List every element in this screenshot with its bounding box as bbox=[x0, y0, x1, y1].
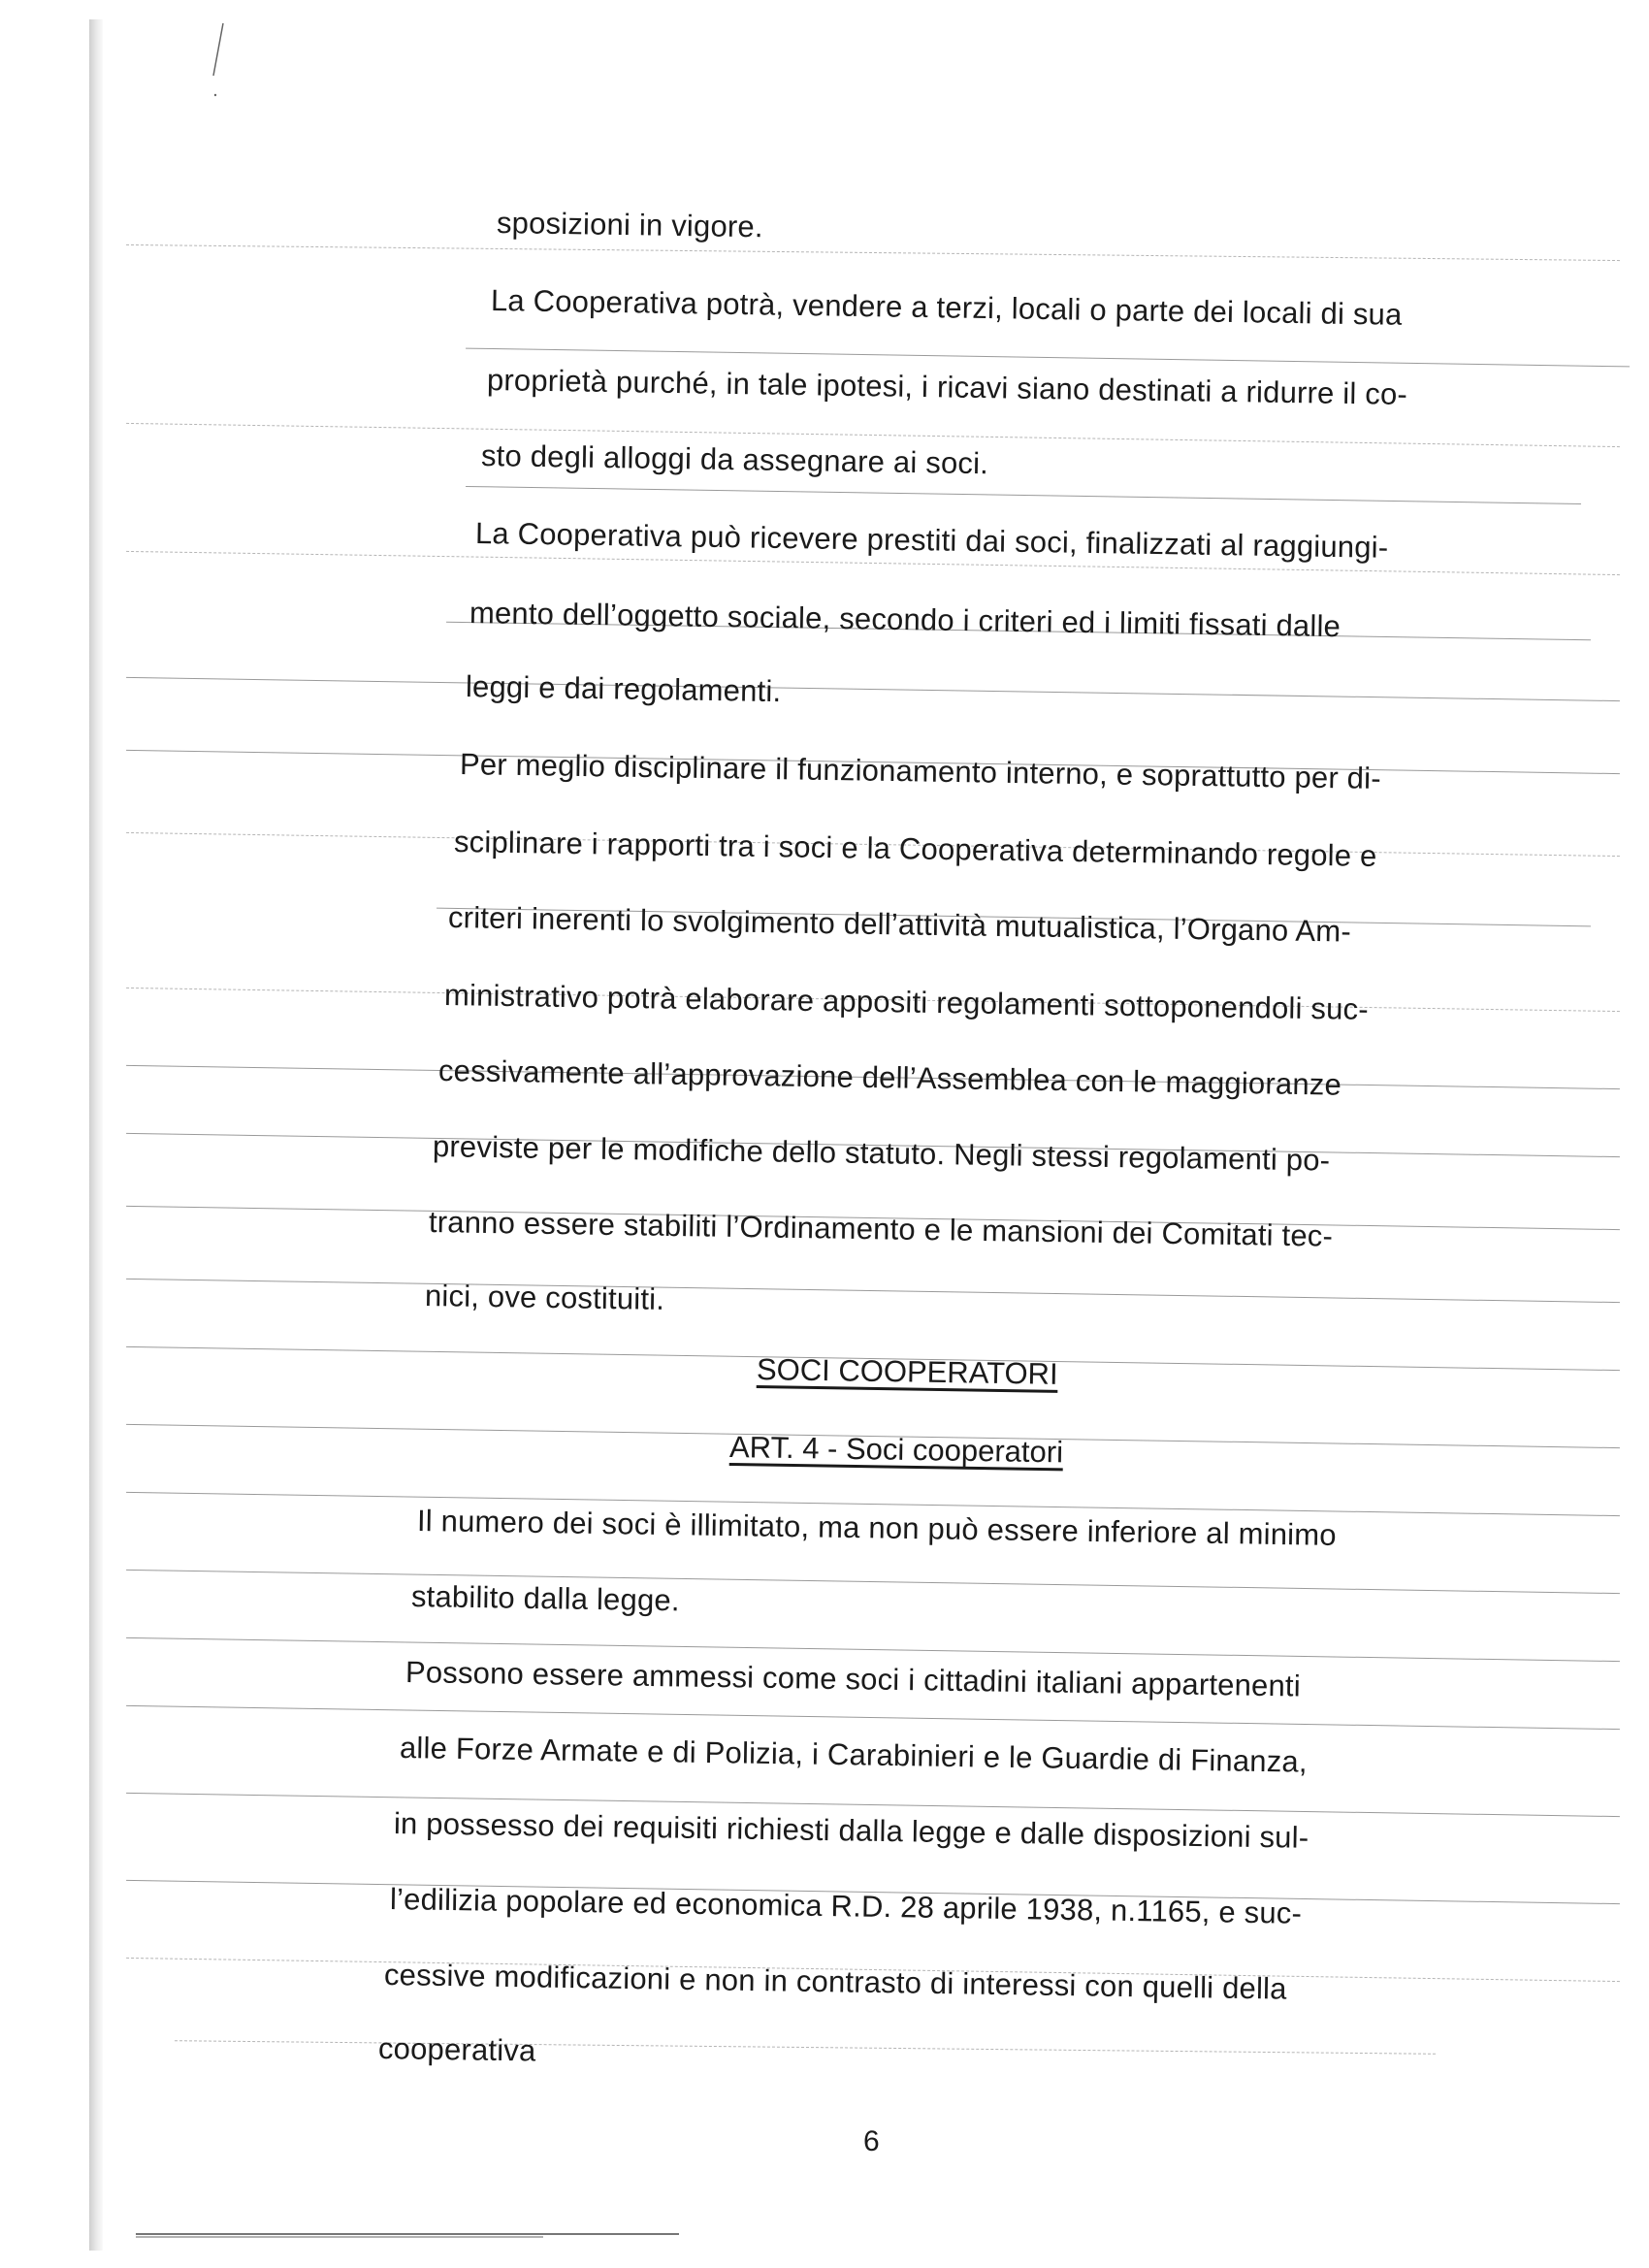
text-line: ministrativo potrà elaborare appositi regolamenti sottoponendoli suc- bbox=[443, 978, 1370, 1026]
text-line: cessivamente all’approvazione dell’Assemblea con le maggioranze bbox=[437, 1053, 1342, 1102]
article-text-line: stabilito dalla legge. bbox=[410, 1579, 680, 1618]
article-text-line: cooperativa bbox=[377, 2031, 536, 2068]
article-text-line: alle Forze Armate e di Polizia, i Carabinieri e le Guardie di Finanza, bbox=[399, 1731, 1308, 1779]
footer-rule-marks bbox=[136, 2231, 679, 2239]
text-line: criteri inerenti lo svolgimento dell’attività mutualistica, l’Organo Am- bbox=[447, 900, 1352, 949]
text-line: sposizioni in vigore. bbox=[496, 206, 763, 244]
text-line: nici, ove costituiti. bbox=[424, 1279, 665, 1316]
article-text-line: in possesso dei requisiti richiesti dalla legge e dalle disposizioni sul- bbox=[393, 1806, 1310, 1855]
text-line: leggi e dai regolamenti. bbox=[465, 669, 782, 709]
article-text-line: Il numero dei soci è illimitato, ma non può essere inferiore al minimo bbox=[416, 1504, 1338, 1552]
scanned-page-edge bbox=[89, 19, 103, 2251]
article-text-line: Possono essere ammessi come soci i cittadini italiani appartenenti bbox=[404, 1655, 1302, 1703]
section-heading: SOCI COOPERATORI bbox=[756, 1352, 1058, 1391]
text-line: previste per le modifiche dello statuto. Negli stessi regolamenti po- bbox=[432, 1129, 1331, 1178]
text-line: tranno essere stabiliti l’Ordinamento e le mansioni dei Comitati tec- bbox=[428, 1205, 1334, 1253]
article-heading: ART. 4 - Soci cooperatori bbox=[728, 1430, 1064, 1470]
text-line: La Cooperativa potrà, vendere a terzi, locali o parte dei locali di sua bbox=[490, 283, 1403, 332]
article-text-line: cessive modificazioni e non in contrasto di interessi con quelli della bbox=[383, 1958, 1287, 2006]
text-line: proprietà purché, in tale ipotesi, i ricavi siano destinati a ridurre il co- bbox=[486, 363, 1408, 411]
pen-stroke-mark bbox=[206, 19, 235, 97]
text-line: La Cooperativa può ricevere prestiti dai soci, finalizzati al raggiungi- bbox=[474, 516, 1389, 565]
article-text-line: l’edilizia popolare ed economica R.D. 28 aprile 1938, n.1165, e suc- bbox=[389, 1882, 1303, 1930]
text-line: sto degli alloggi da assegnare ai soci. bbox=[480, 438, 989, 481]
text-line: mento dell’oggetto sociale, secondo i criteri ed i limiti fissati dalle bbox=[469, 596, 1342, 644]
page-number: 6 bbox=[863, 2125, 880, 2157]
text-line: Per meglio disciplinare il funzionamento interno, e soprattutto per di- bbox=[459, 747, 1382, 795]
text-line: sciplinare i rapporti tra i soci e la Cooperativa determinando regole e bbox=[453, 825, 1377, 873]
